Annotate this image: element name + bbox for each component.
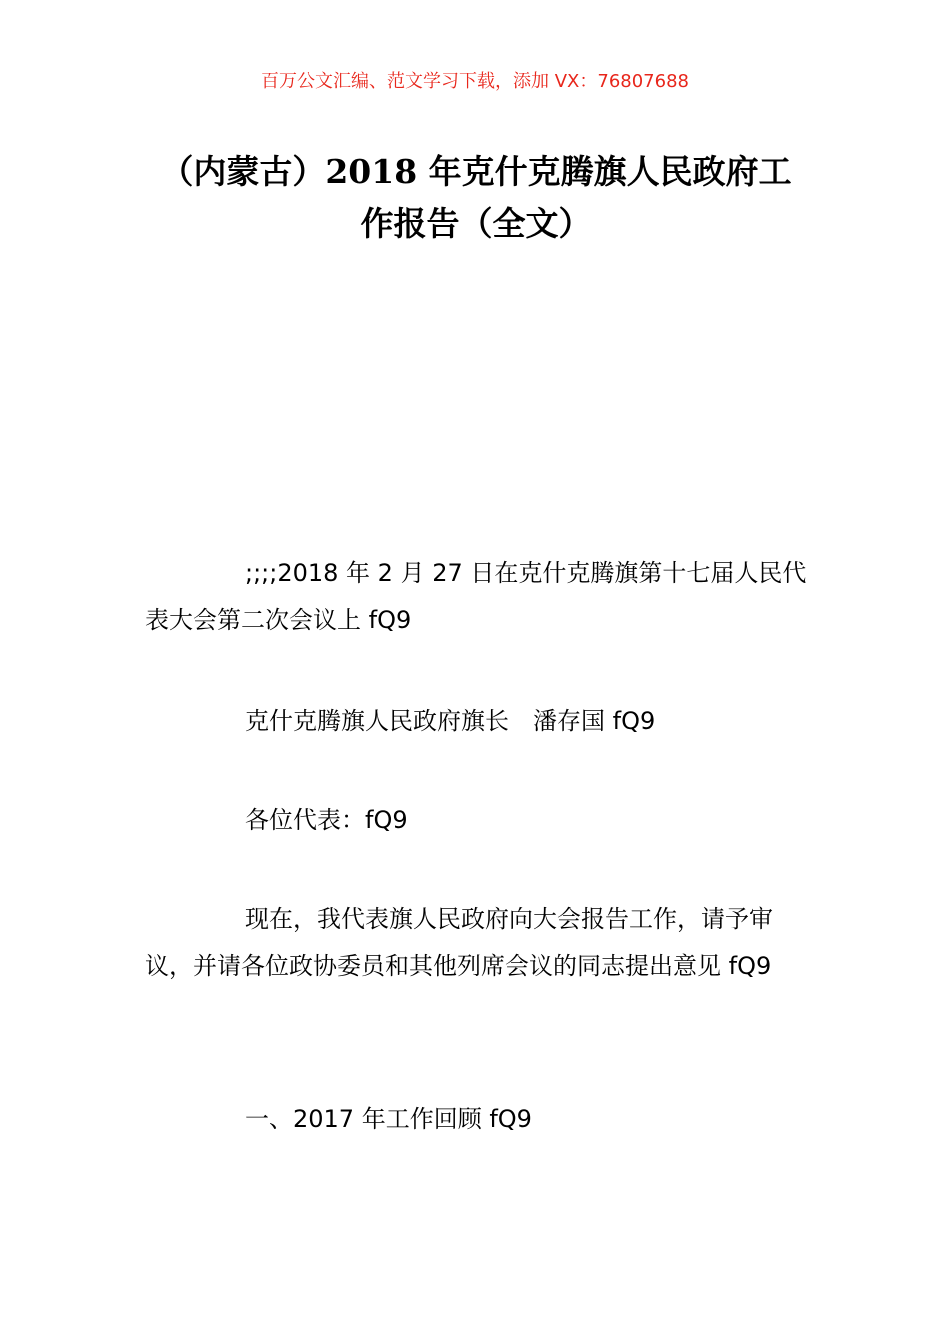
paragraph-salutation: 各位代表：fQ9 <box>245 806 408 834</box>
section-heading-review: 一、2017 年工作回顾 fQ9 <box>245 1105 532 1133</box>
document-title: （内蒙古）2018 年克什克腾旗人民政府工作报告（全文） <box>160 152 792 243</box>
paragraph-speaker: 克什克腾旗人民政府旗长 潘存国 fQ9 <box>245 707 656 735</box>
paragraph-intro: 现在，我代表旗人民政府向大会报告工作，请予审议，并请各位政协委员和其他列席会议的同志提出意见 fQ9 <box>145 905 773 980</box>
paragraph-meeting-info: ;;;;2018 年 2 月 27 日在克什克腾旗第十七届人民代表大会第二次会议上 fQ9 <box>145 559 807 634</box>
header-promo-note: 百万公文汇编、范文学习下载，添加 VX：76807688 <box>261 71 689 92</box>
